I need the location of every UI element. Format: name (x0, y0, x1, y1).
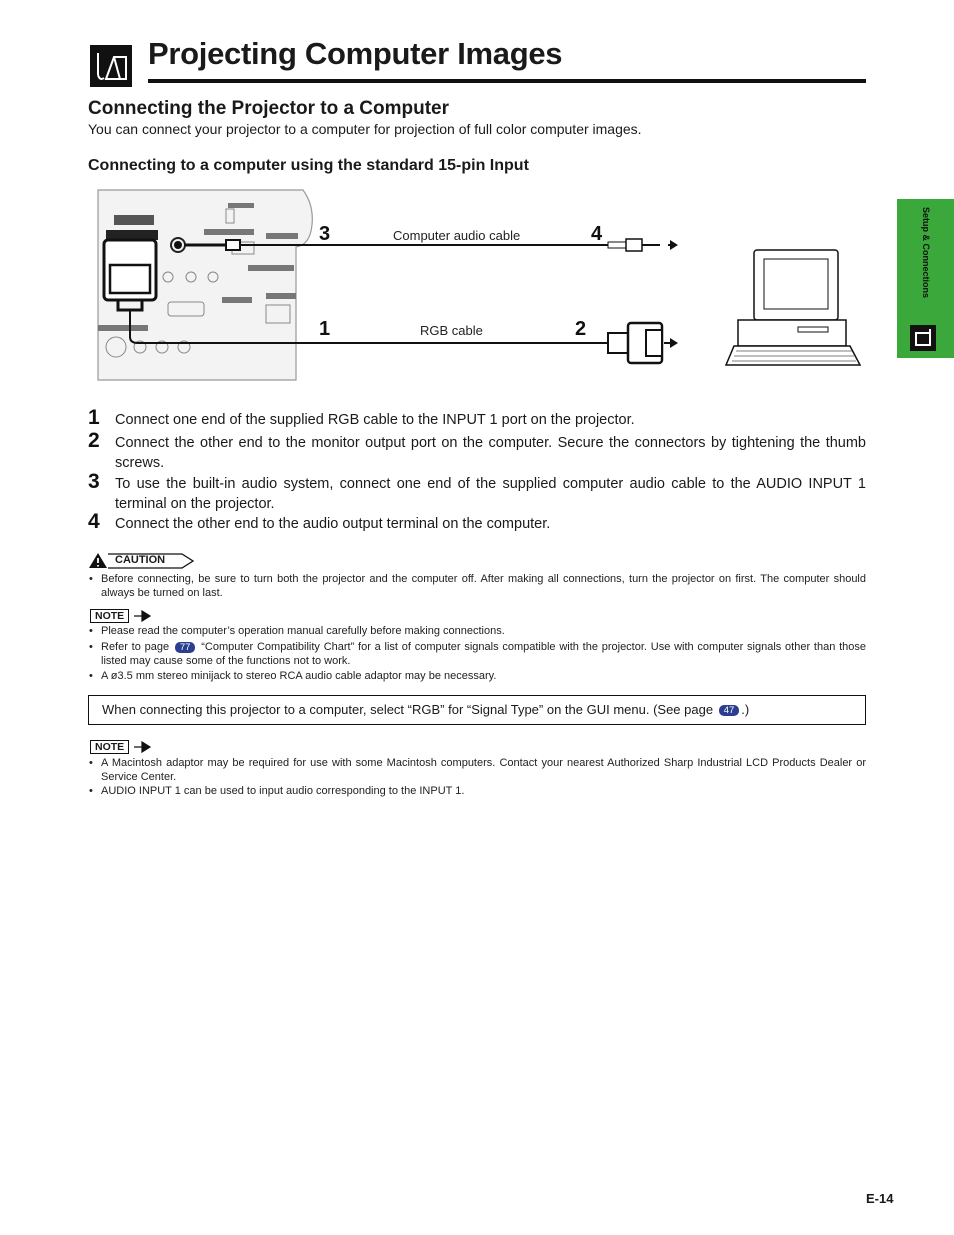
step-text: To use the built-in audio system, connect one end of the supplied computer audio cable to the AUDIO INPUT 1 terminal on the projector. (115, 476, 866, 512)
note-item: • Please read the computer’s operation manual carefully before making connections. (89, 625, 505, 637)
caution-item: • Before connecting, be sure to turn both the projector and the computer off. After making all connections, turn the projector on first. The computer should always be turned on last. (89, 573, 866, 599)
info-box (88, 695, 866, 725)
step-3 (88, 470, 866, 515)
side-tab[interactable] (897, 199, 954, 358)
note-item: • AUDIO INPUT 1 can be used to input audio corresponding to the INPUT 1. (89, 785, 465, 797)
step-1 (88, 406, 866, 431)
note-item: • A ø3.5 mm stereo minijack to stereo RCA audio cable adaptor may be necessary. (89, 670, 497, 682)
step-4 (88, 510, 866, 535)
note-badge (88, 740, 152, 754)
projector-screen-icon (90, 45, 132, 87)
step-text: Connect the other end to the monitor output port on the computer. Secure the connectors by tightening the thumb screws. (115, 435, 866, 471)
note-label: NOTE (90, 609, 129, 623)
step-2 (88, 429, 866, 474)
callout-3: 3 (319, 223, 331, 245)
step-number: 4 (88, 510, 100, 533)
callout-2: 2 (575, 318, 587, 340)
connection-diagram (88, 185, 868, 385)
computer-illustration (726, 250, 860, 365)
step-text: Connect the other end to the audio output terminal on the computer. (115, 516, 551, 532)
step-number: 2 (88, 429, 100, 452)
section-title: Connecting the Projector to a Computer (88, 98, 450, 119)
callout-1: 1 (319, 318, 331, 340)
title-divider (148, 79, 866, 83)
rgb-cable-label: RGB cable (420, 323, 483, 338)
page-number: E-14 (866, 1191, 894, 1206)
chapter-icon (910, 325, 936, 351)
note-badge (88, 609, 152, 623)
caution-label: CAUTION (115, 554, 166, 566)
note-item: • A Macintosh adaptor may be required for use with some Macintosh computers. Contact your nearest Authorized Sharp Industrial LCD Products Dealer or Service Center. (89, 757, 866, 783)
note-label: NOTE (90, 740, 129, 754)
step-text: Connect one end of the supplied RGB cable to the INPUT 1 port on the projector. (115, 412, 635, 428)
section-intro: You can connect your projector to a computer for projection of full color computer images. (88, 121, 642, 137)
page-title: Projecting Computer Images (148, 36, 563, 71)
info-text: When connecting this projector to a computer, select “RGB” for “Signal Type” on the GUI menu. (See page 47 .) (102, 702, 750, 717)
callout-4: 4 (591, 223, 603, 245)
subsection-title: Connecting to a computer using the standard 15-pin Input (88, 157, 529, 174)
page-ref-77[interactable]: 77 (175, 642, 196, 653)
side-tab-label: Setup & Connections (921, 207, 931, 299)
step-number: 1 (88, 406, 100, 429)
step-number: 3 (88, 470, 100, 493)
note-item: • Refer to page 77 “Computer Compatibility Chart” for a list of computer signals compatible with the projector. Use with computer signals other than those listed may cause some of the functions not to work. (89, 641, 866, 667)
rgb-cable-plug-computer (608, 323, 678, 363)
caution-badge (88, 552, 198, 570)
page-ref-47[interactable]: 47 (719, 705, 740, 716)
audio-cable-label: Computer audio cable (393, 228, 521, 243)
